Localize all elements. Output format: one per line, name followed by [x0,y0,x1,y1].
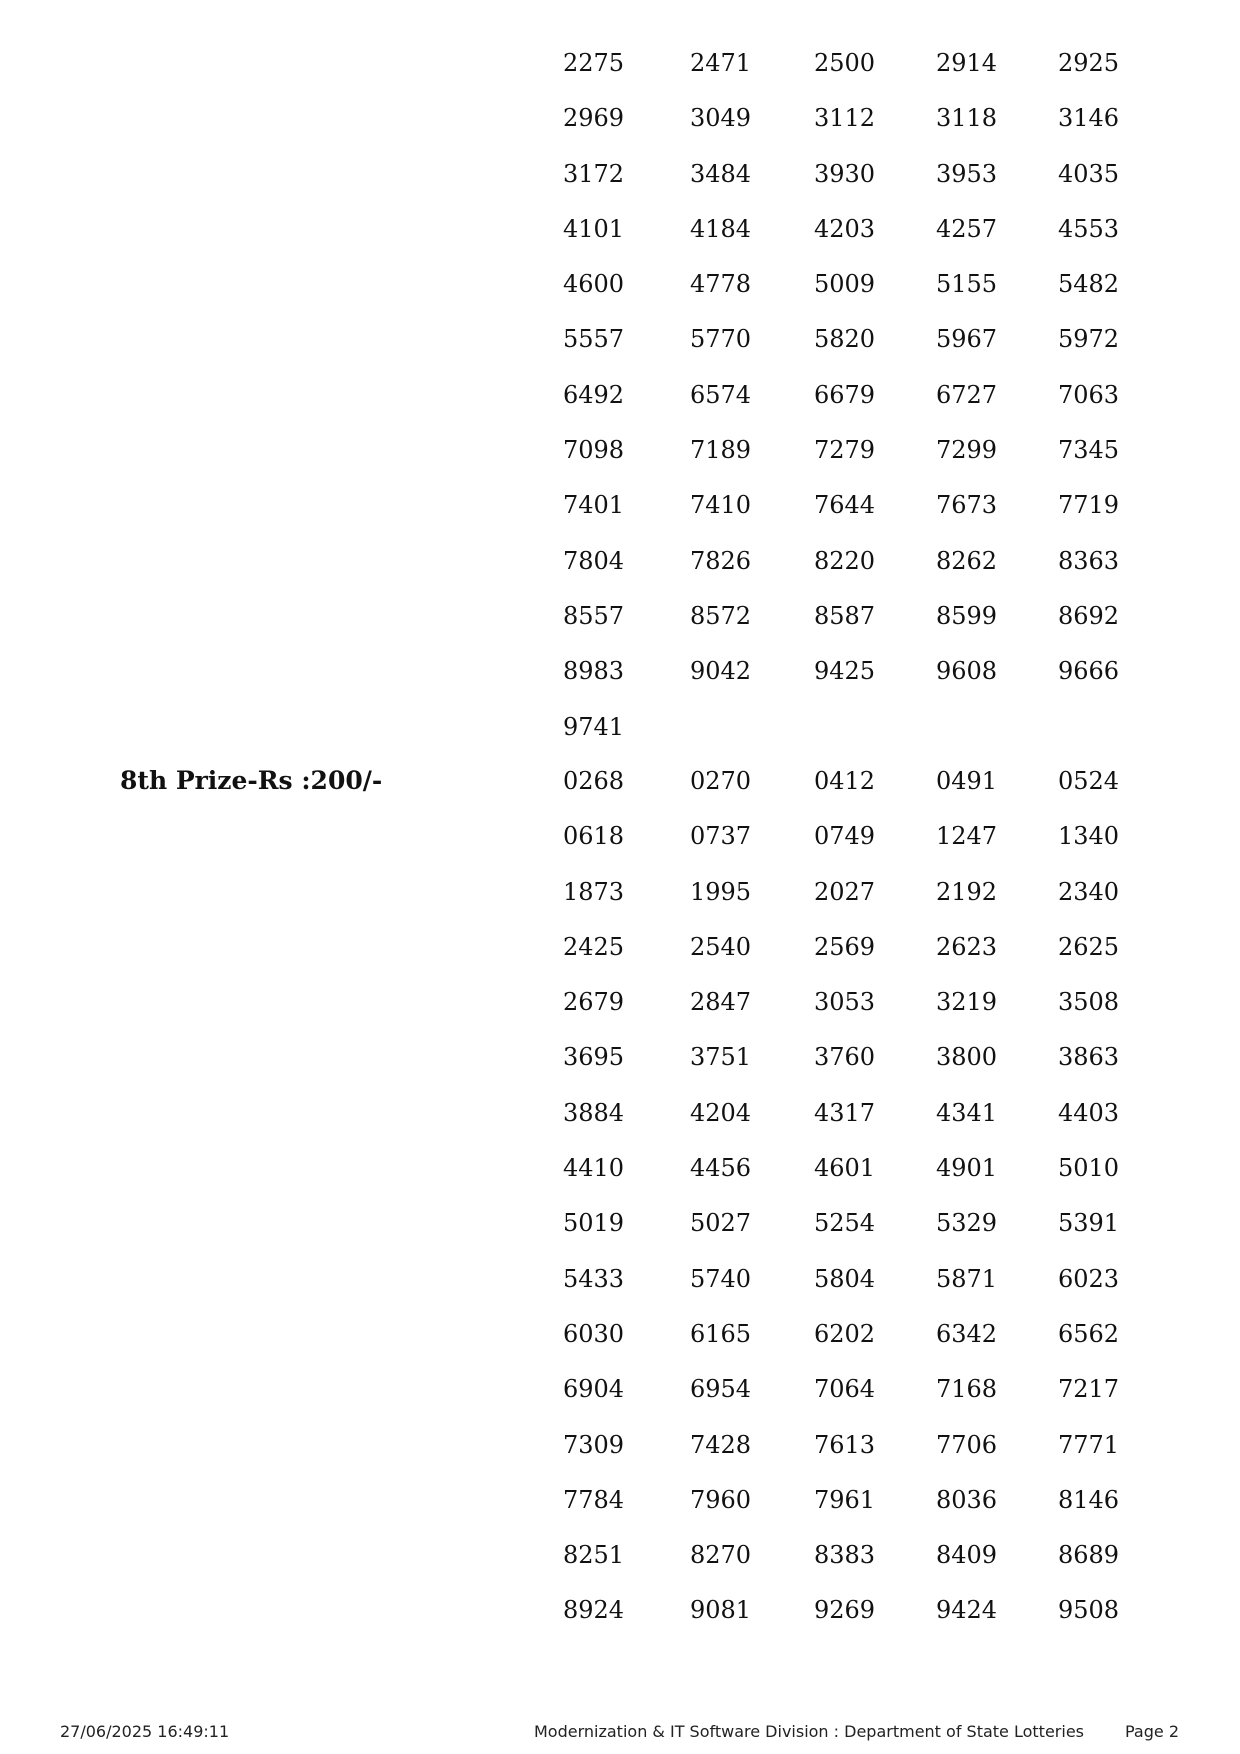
number-row [563,477,1123,532]
ticket-number: 4901 [936,1154,998,1183]
ticket-number: 8251 [563,1541,625,1570]
ticket-number: 6492 [563,380,625,409]
ticket-number: 7706 [936,1430,998,1459]
number-row [563,864,1123,919]
number-row [563,643,1123,698]
ticket-number: 5329 [936,1209,998,1238]
ticket-number: 5820 [814,325,876,354]
ticket-number: 5254 [814,1209,876,1238]
ticket-number: 3930 [814,159,876,188]
ticket-number: 4778 [690,270,752,299]
number-row [563,808,1123,863]
ticket-number: 8409 [936,1541,998,1570]
ticket-number: 8983 [563,657,625,686]
ticket-number: 7279 [814,436,876,465]
ticket-number: 8383 [814,1541,876,1570]
ticket-number: 8557 [563,601,625,630]
number-row [563,201,1123,256]
ticket-number: 5740 [690,1264,752,1293]
number-row [563,422,1123,477]
ticket-number: 3219 [936,988,998,1017]
ticket-number: 8270 [690,1541,752,1570]
ticket-number: 2914 [936,49,998,77]
ticket-number: 7784 [563,1485,625,1514]
ticket-number: 4035 [1058,159,1120,188]
ticket-number: 2192 [936,877,998,906]
ticket-number: 2340 [1058,877,1120,906]
ticket-number: 2425 [563,932,625,961]
ticket-number: 2027 [814,877,876,906]
ticket-number: 0618 [563,822,625,851]
ticket-number: 7401 [563,491,625,520]
number-row [563,753,1123,808]
ticket-number: 3508 [1058,988,1120,1017]
ticket-number: 6030 [563,1319,625,1348]
footer-page-number: Page 2 [1125,1722,1179,1741]
ticket-number: 5009 [814,270,876,299]
ticket-number: 9508 [1058,1596,1120,1625]
ticket-number: 8692 [1058,601,1120,630]
ticket-number: 3884 [563,1098,625,1127]
ticket-number: 0268 [563,767,625,795]
ticket-number: 7771 [1058,1430,1120,1459]
ticket-number: 3863 [1058,1043,1120,1072]
number-row [563,1582,1123,1637]
ticket-number: 2625 [1058,932,1120,961]
ticket-number: 3800 [936,1043,998,1072]
ticket-number: 5010 [1058,1154,1120,1183]
ticket-number: 5433 [563,1264,625,1293]
ticket-number: 3049 [690,104,752,133]
ticket-number: 7428 [690,1430,752,1459]
ticket-number: 3146 [1058,104,1120,133]
number-row [563,1527,1123,1582]
number-row [563,1029,1123,1084]
ticket-number: 6954 [690,1375,752,1404]
ticket-number: 5770 [690,325,752,354]
ticket-number: 4403 [1058,1098,1120,1127]
ticket-number: 0749 [814,822,876,851]
ticket-number: 3484 [690,159,752,188]
ticket-number: 5871 [936,1264,998,1293]
ticket-number: 9042 [690,657,752,686]
ticket-number: 2679 [563,988,625,1017]
ticket-number: 2969 [563,104,625,133]
ticket-number: 3760 [814,1043,876,1072]
ticket-number: 7098 [563,436,625,465]
number-row [563,533,1123,588]
ticket-number: 3751 [690,1043,752,1072]
ticket-number: 0491 [936,767,998,795]
ticket-number: 4204 [690,1098,752,1127]
ticket-number: 2275 [563,49,625,77]
ticket-number: 8363 [1058,546,1120,575]
ticket-number: 9425 [814,657,876,686]
ticket-number: 6574 [690,380,752,409]
ticket-number: 5804 [814,1264,876,1293]
ticket-number: 3953 [936,159,998,188]
number-row [563,1306,1123,1361]
ticket-number: 4600 [563,270,625,299]
number-row [563,974,1123,1029]
number-row [563,1417,1123,1472]
ticket-number: 1873 [563,877,625,906]
ticket-number: 9269 [814,1596,876,1625]
ticket-number: 4184 [690,214,752,243]
continued-prize-numbers-grid [563,35,1123,754]
number-row [563,35,1123,90]
ticket-number: 5155 [936,270,998,299]
number-row [563,1361,1123,1416]
number-row [563,311,1123,366]
ticket-number: 5391 [1058,1209,1120,1238]
ticket-number: 7217 [1058,1375,1120,1404]
ticket-number: 6165 [690,1319,752,1348]
ticket-number: 8036 [936,1485,998,1514]
footer-division: Modernization & IT Software Division : Department of State Lotteries [534,1722,1084,1741]
ticket-number: 5972 [1058,325,1120,354]
ticket-number: 3112 [814,104,876,133]
number-row [563,90,1123,145]
ticket-number: 4601 [814,1154,876,1183]
ticket-number: 3053 [814,988,876,1017]
ticket-number: 1995 [690,877,752,906]
ticket-number: 7168 [936,1375,998,1404]
ticket-number: 7804 [563,546,625,575]
ticket-number: 4317 [814,1098,876,1127]
ticket-number: 8924 [563,1596,625,1625]
ticket-number: 8220 [814,546,876,575]
ticket-number: 7309 [563,1430,625,1459]
ticket-number: 3172 [563,159,625,188]
ticket-number: 6562 [1058,1319,1120,1348]
ticket-number: 3118 [936,104,998,133]
ticket-number: 7960 [690,1485,752,1514]
ticket-number: 4257 [936,214,998,243]
ticket-number: 8262 [936,546,998,575]
ticket-number: 6023 [1058,1264,1120,1293]
ticket-number: 7613 [814,1430,876,1459]
ticket-number: 7673 [936,491,998,520]
ticket-number: 4553 [1058,214,1120,243]
ticket-number: 8689 [1058,1541,1120,1570]
ticket-number: 6904 [563,1375,625,1404]
ticket-number: 5482 [1058,270,1120,299]
number-row [563,919,1123,974]
number-row [563,1472,1123,1527]
number-row [563,146,1123,201]
number-row [563,699,1123,754]
ticket-number: 9608 [936,657,998,686]
ticket-number: 2847 [690,988,752,1017]
ticket-number: 8146 [1058,1485,1120,1514]
ticket-number: 4410 [563,1154,625,1183]
number-row [563,1085,1123,1140]
ticket-number: 7961 [814,1485,876,1514]
ticket-number: 6202 [814,1319,876,1348]
ticket-number: 4341 [936,1098,998,1127]
ticket-number: 8599 [936,601,998,630]
ticket-number: 4101 [563,214,625,243]
ticket-number: 5967 [936,325,998,354]
number-row [563,256,1123,311]
ticket-number: 9666 [1058,657,1120,686]
ticket-number: 4203 [814,214,876,243]
ticket-number: 7644 [814,491,876,520]
ticket-number: 0412 [814,767,876,795]
ticket-number: 0737 [690,822,752,851]
ticket-number: 5027 [690,1209,752,1238]
ticket-number: 2925 [1058,49,1120,77]
ticket-number: 7826 [690,546,752,575]
ticket-number: 8572 [690,601,752,630]
ticket-number: 3695 [563,1043,625,1072]
number-row [563,588,1123,643]
ticket-number: 0524 [1058,767,1120,795]
ticket-number: 6342 [936,1319,998,1348]
ticket-number: 2471 [690,49,752,77]
ticket-number: 2569 [814,932,876,961]
ticket-number: 7064 [814,1375,876,1404]
ticket-number: 7063 [1058,380,1120,409]
eighth-prize-label: 8th Prize-Rs :200/- [120,766,383,795]
ticket-number: 7299 [936,436,998,465]
ticket-number: 5557 [563,325,625,354]
ticket-number: 1340 [1058,822,1120,851]
ticket-number: 9424 [936,1596,998,1625]
footer-timestamp: 27/06/2025 16:49:11 [60,1722,230,1741]
eighth-prize-numbers-grid [563,753,1123,1638]
ticket-number: 7410 [690,491,752,520]
ticket-number: 8587 [814,601,876,630]
ticket-number: 2623 [936,932,998,961]
ticket-number: 2540 [690,932,752,961]
number-row [563,1140,1123,1195]
ticket-number: 0270 [690,767,752,795]
number-row [563,1195,1123,1250]
ticket-number: 7189 [690,436,752,465]
ticket-number: 5019 [563,1209,625,1238]
ticket-number: 6727 [936,380,998,409]
ticket-number: 6679 [814,380,876,409]
ticket-number: 2500 [814,49,876,77]
ticket-number: 9081 [690,1596,752,1625]
ticket-number: 4456 [690,1154,752,1183]
ticket-number: 9741 [563,712,625,741]
ticket-number: 7719 [1058,491,1120,520]
number-row [563,367,1123,422]
ticket-number: 1247 [936,822,998,851]
ticket-number: 7345 [1058,436,1120,465]
number-row [563,1251,1123,1306]
